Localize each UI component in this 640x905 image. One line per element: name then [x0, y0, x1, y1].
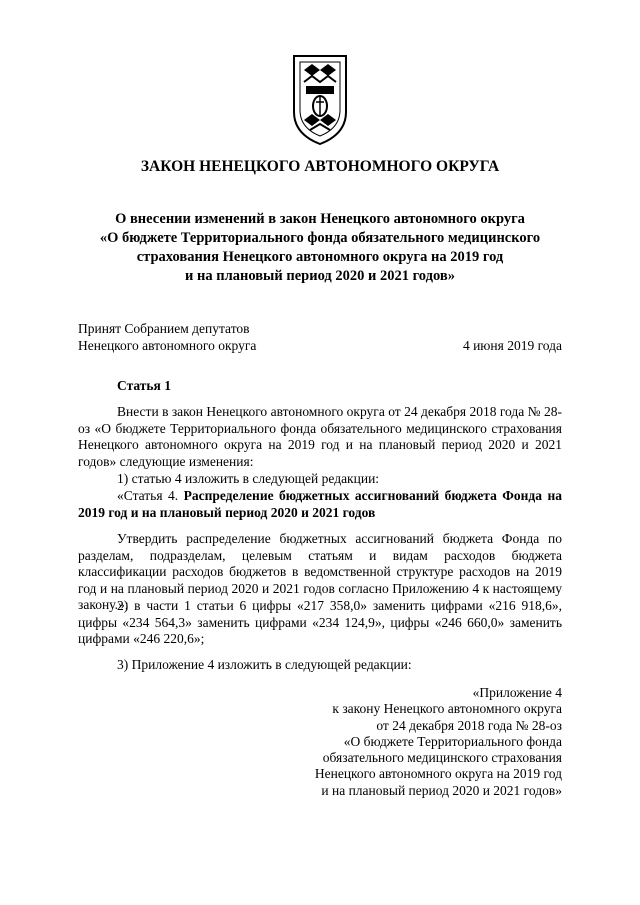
- adopted-by-line: Принят Собранием депутатов: [78, 321, 250, 336]
- appendix-line: и на плановый период 2020 и 2021 годов»: [321, 782, 562, 798]
- appendix-header: [300, 685, 562, 799]
- adoption-block: [78, 320, 562, 354]
- paragraph-intro: Внести в закон Ненецкого автономного округа от 24 декабря 2018 года № 28-оз «О бюджете Территориального фонда обязательного медицинского страхования Ненецкого автономного округа на 2019 год и на плановый период 2020 и 2021 годов» следующие изменения:: [78, 404, 562, 469]
- paragraph-article-4-text: Утвердить распределение бюджетных ассигнований бюджета Фонда по разделам, подразделам, целевым статьям и видам расходов бюджета классификации расходов бюджетов в ведомственной структуре расходов на 2019 год и на плановый период 2020 и 2021 годов согласно Приложению 4 к настоящему закону.»;: [78, 531, 562, 612]
- appendix-line: «О бюджете Территориального фонда: [343, 733, 562, 749]
- paragraph-article-4-heading: [78, 488, 562, 521]
- subtitle-line: О внесении изменений в закон Ненецкого автономного округа: [115, 211, 525, 227]
- subtitle-line: страхования Ненецкого автономного округа на 2019 год: [136, 249, 504, 265]
- paragraph-item-1: 1) статью 4 изложить в следующей редакции:: [117, 471, 380, 486]
- appendix-line: от 24 декабря 2018 года № 28-оз: [376, 717, 562, 733]
- article-4-title: Распределение бюджетных ассигнований бюджета Фонда на 2019 год и на плановый период 2020 и 2021 годов: [78, 488, 562, 520]
- paragraph-item-2: 2) в части 1 статьи 6 цифры «217 358,0» заменить цифрами «216 918,6», цифры «234 564,3» заменить цифрами «234 124,9», цифры «246 660,0» заменить цифрами «246 220,6»;: [78, 598, 562, 646]
- law-title: ЗАКОН НЕНЕЦКОГО АВТОНОМНОГО ОКРУГА: [140, 158, 500, 175]
- article-heading: Статья 1: [117, 378, 171, 393]
- appendix-line: Ненецкого автономного округа на 2019 год: [314, 766, 562, 782]
- law-subtitle: [70, 210, 570, 286]
- coat-of-arms-icon: [290, 52, 350, 148]
- paragraph-item-3: 3) Приложение 4 изложить в следующей редакции:: [117, 657, 412, 672]
- adoption-date: 4 июня 2019 года: [462, 338, 562, 353]
- appendix-line: обязательного медицинского страхования: [322, 750, 562, 766]
- adopted-by-line: Ненецкого автономного округа: [78, 338, 257, 353]
- subtitle-line: и на плановый период 2020 и 2021 годов»: [185, 268, 455, 284]
- appendix-line: к закону Ненецкого автономного округа: [332, 701, 562, 717]
- subtitle-line: «О бюджете Территориального фонда обязательного медицинского: [99, 230, 541, 246]
- article-4-prefix: «Статья 4.: [117, 488, 184, 503]
- appendix-line: «Приложение 4: [472, 685, 562, 700]
